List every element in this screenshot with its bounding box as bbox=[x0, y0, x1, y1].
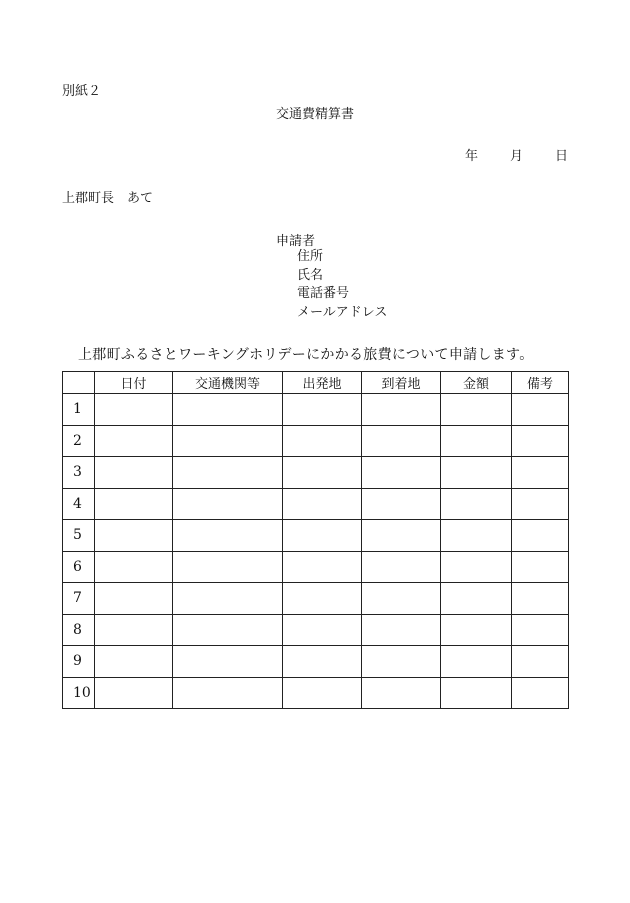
departure-cell[interactable] bbox=[283, 551, 362, 583]
header-remarks: 備考 bbox=[512, 372, 569, 394]
remarks-cell[interactable] bbox=[512, 677, 569, 709]
remarks-cell[interactable] bbox=[512, 425, 569, 457]
transport-cell[interactable] bbox=[173, 614, 283, 646]
page-title: 交通費精算書 bbox=[275, 107, 354, 122]
table-row bbox=[63, 614, 569, 646]
expense-table bbox=[62, 371, 569, 709]
remarks-cell[interactable] bbox=[512, 646, 569, 678]
row-number: 7 bbox=[63, 583, 95, 615]
arrival-cell[interactable] bbox=[362, 551, 441, 583]
amount-cell[interactable] bbox=[441, 551, 512, 583]
transport-cell[interactable] bbox=[173, 520, 283, 552]
amount-cell[interactable] bbox=[441, 488, 512, 520]
date-cell[interactable] bbox=[95, 614, 173, 646]
header-amount: 金額 bbox=[441, 372, 512, 394]
departure-cell[interactable] bbox=[283, 394, 362, 426]
table-header-row bbox=[63, 372, 569, 394]
header-transport: 交通機関等 bbox=[173, 372, 283, 394]
arrival-cell[interactable] bbox=[362, 488, 441, 520]
arrival-cell[interactable] bbox=[362, 457, 441, 489]
row-number: 2 bbox=[63, 425, 95, 457]
date-line bbox=[465, 145, 568, 164]
remarks-cell[interactable] bbox=[512, 394, 569, 426]
header-departure: 出発地 bbox=[283, 372, 362, 394]
amount-cell[interactable] bbox=[441, 646, 512, 678]
departure-cell[interactable] bbox=[283, 646, 362, 678]
field-email: メールアドレス bbox=[297, 304, 388, 320]
date-cell[interactable] bbox=[95, 425, 173, 457]
header-number bbox=[63, 372, 95, 394]
transport-cell[interactable] bbox=[173, 394, 283, 426]
transport-cell[interactable] bbox=[173, 488, 283, 520]
date-cell[interactable] bbox=[95, 677, 173, 709]
amount-cell[interactable] bbox=[441, 520, 512, 552]
table-row bbox=[63, 457, 569, 489]
remarks-cell[interactable] bbox=[512, 488, 569, 520]
arrival-cell[interactable] bbox=[362, 520, 441, 552]
arrival-cell[interactable] bbox=[362, 677, 441, 709]
table-row bbox=[63, 488, 569, 520]
applicant-fields bbox=[297, 248, 387, 322]
amount-cell[interactable] bbox=[441, 425, 512, 457]
table-row bbox=[63, 394, 569, 426]
row-number: 9 bbox=[63, 646, 95, 678]
field-phone: 電話番号 bbox=[297, 286, 350, 301]
table-row bbox=[63, 677, 569, 709]
row-number: 3 bbox=[63, 457, 95, 489]
departure-cell[interactable] bbox=[283, 425, 362, 457]
table-row bbox=[63, 425, 569, 457]
departure-cell[interactable] bbox=[283, 520, 362, 552]
row-number: 10 bbox=[63, 677, 95, 709]
row-number: 8 bbox=[63, 614, 95, 646]
amount-cell[interactable] bbox=[441, 677, 512, 709]
remarks-cell[interactable] bbox=[512, 583, 569, 615]
amount-cell[interactable] bbox=[441, 457, 512, 489]
remarks-cell[interactable] bbox=[512, 614, 569, 646]
arrival-cell[interactable] bbox=[362, 394, 441, 426]
field-name: 氏名 bbox=[297, 267, 324, 283]
date-cell[interactable] bbox=[95, 583, 173, 615]
table-row bbox=[63, 646, 569, 678]
arrival-cell[interactable] bbox=[362, 614, 441, 646]
transport-cell[interactable] bbox=[173, 457, 283, 489]
transport-cell[interactable] bbox=[173, 425, 283, 457]
table-row bbox=[63, 551, 569, 583]
departure-cell[interactable] bbox=[283, 457, 362, 489]
amount-cell[interactable] bbox=[441, 394, 512, 426]
addressee: 上郡町長 あて bbox=[62, 191, 154, 206]
date-year: 年 bbox=[464, 149, 478, 164]
header-date: 日付 bbox=[95, 372, 173, 394]
arrival-cell[interactable] bbox=[362, 583, 441, 615]
statement: 上郡町ふるさとワーキングホリデーにかかる旅費について申請します。 bbox=[78, 347, 534, 363]
transport-cell[interactable] bbox=[173, 551, 283, 583]
attachment-label: 別紙２ bbox=[62, 84, 102, 99]
amount-cell[interactable] bbox=[441, 583, 512, 615]
arrival-cell[interactable] bbox=[362, 425, 441, 457]
header-arrival: 到着地 bbox=[362, 372, 441, 394]
row-number: 6 bbox=[63, 551, 95, 583]
transport-cell[interactable] bbox=[173, 677, 283, 709]
field-address: 住所 bbox=[297, 249, 324, 264]
date-cell[interactable] bbox=[95, 520, 173, 552]
row-number: 4 bbox=[63, 488, 95, 520]
arrival-cell[interactable] bbox=[362, 646, 441, 678]
transport-cell[interactable] bbox=[173, 583, 283, 615]
departure-cell[interactable] bbox=[283, 583, 362, 615]
remarks-cell[interactable] bbox=[512, 551, 569, 583]
table-row bbox=[63, 583, 569, 615]
transport-cell[interactable] bbox=[173, 646, 283, 678]
date-cell[interactable] bbox=[95, 457, 173, 489]
date-cell[interactable] bbox=[95, 646, 173, 678]
row-number: 5 bbox=[63, 520, 95, 552]
date-month: 月 bbox=[509, 149, 523, 164]
remarks-cell[interactable] bbox=[512, 520, 569, 552]
departure-cell[interactable] bbox=[283, 677, 362, 709]
date-day: 日 bbox=[554, 149, 568, 164]
departure-cell[interactable] bbox=[283, 488, 362, 520]
date-cell[interactable] bbox=[95, 488, 173, 520]
remarks-cell[interactable] bbox=[512, 457, 569, 489]
departure-cell[interactable] bbox=[283, 614, 362, 646]
date-cell[interactable] bbox=[95, 394, 173, 426]
row-number: 1 bbox=[63, 394, 95, 426]
date-cell[interactable] bbox=[95, 551, 173, 583]
amount-cell[interactable] bbox=[441, 614, 512, 646]
table-row bbox=[63, 520, 569, 552]
applicant-label: 申請者 bbox=[276, 234, 316, 249]
